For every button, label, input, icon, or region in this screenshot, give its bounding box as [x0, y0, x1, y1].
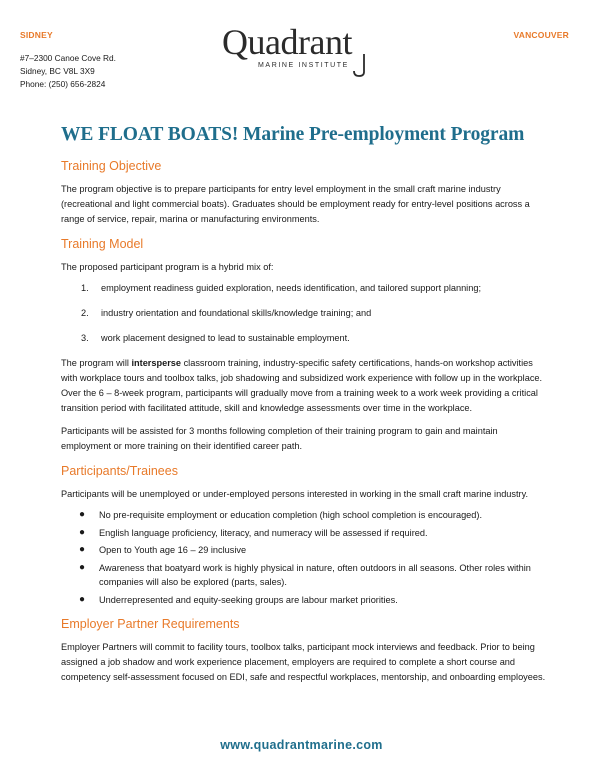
heading-participants: Participants/Trainees	[61, 464, 178, 478]
heading-employer-requirements: Employer Partner Requirements	[61, 617, 240, 631]
objective-text: The program objective is to prepare participants for entry level employment in the small craft marine industry (recreational and light commercial boats). Graduates should be employment ready for entry-level positions across a range of service, repair, marina or manufacturing environments.	[61, 184, 530, 224]
participants-intro: Participants will be unemployed or under-employed persons interested in working in the small craft marine industry.	[61, 489, 529, 499]
location-vancouver: VANCOUVER	[513, 30, 569, 40]
text-run: The program will	[61, 358, 132, 368]
list-text: Open to Youth age 16 – 29 inclusive	[99, 545, 247, 555]
quadrant-logo	[222, 22, 382, 74]
employer-text: Employer Partners will commit to facility tours, toolbox talks, participant mock interviews and feedback. Prior to being assigned a job shadow and work experience placement, employers are required to complete a short course and competency self-assessment focused on EDI, safe and respectful workplaces, mentorship, and onboarding employees.	[61, 642, 546, 682]
model-paragraph-2: Participants will be assisted for 3 months following completion of their training program to gain and maintain employment or more training on their identified career path.	[61, 426, 498, 451]
model-list	[81, 281, 547, 346]
list-item	[81, 281, 547, 296]
list-item	[81, 331, 547, 346]
list-text: employment readiness guided exploration, needs identification, and tailored support planning;	[101, 283, 481, 293]
location-sidney: SIDNEY	[20, 30, 53, 40]
list-item	[79, 543, 547, 558]
bullet-icon: ●	[79, 593, 86, 605]
bullet-icon: ●	[79, 544, 86, 555]
address-line: Sidney, BC V8L 3X9	[20, 66, 95, 76]
logo-wordmark: Quadrant	[222, 22, 352, 62]
bold-text: intersperse	[131, 358, 182, 368]
list-item	[79, 593, 547, 608]
list-item	[79, 508, 547, 523]
address-line: Phone: (250) 656-2824	[20, 79, 106, 89]
bullet-icon: ●	[79, 526, 86, 538]
bullet-icon: ●	[79, 509, 86, 520]
text-run: classroom training, industry-specific safety certifications, hands-on workshop activities with workplace tours and toolbox talks, job shadowing and subsidized work experience with follow up in the workplace. Over the 6 – 8-week program, participants will gradually move from a training week to a work week providing a critical transition period with facilitated attitude, skill and knowledge assessments over time in the workplace.	[61, 358, 543, 413]
model-paragraph-1	[61, 356, 547, 416]
list-item	[81, 306, 547, 321]
list-text: Awareness that boatyard work is highly physical in nature, often outdoors in all seasons. Other roles within companies will also be explored (parts, sales).	[99, 562, 531, 587]
bullet-icon: ●	[79, 561, 86, 573]
list-text: Underrepresented and equity-seeking groups are labour market priorities.	[99, 594, 398, 605]
participants-bullets	[79, 508, 547, 607]
list-number: 2.	[81, 308, 89, 318]
list-number: 1.	[81, 283, 89, 293]
list-text: English language proficiency, literacy, and numeracy will be assessed if required.	[99, 527, 428, 538]
list-text: industry orientation and foundational skills/knowledge training; and	[101, 308, 372, 318]
list-text: work placement designed to lead to sustainable employment.	[101, 333, 350, 343]
logo-tagline: MARINE INSTITUTE	[258, 62, 349, 69]
address-line: #7–2300 Canoe Cove Rd.	[20, 53, 116, 63]
list-item	[79, 526, 547, 541]
model-intro: The proposed participant program is a hybrid mix of:	[61, 262, 274, 272]
list-number: 3.	[81, 333, 89, 343]
list-item	[79, 561, 547, 590]
anchor-hook-icon	[351, 54, 371, 78]
page-title: WE FLOAT BOATS! Marine Pre-employment Program	[61, 124, 525, 145]
heading-training-objective: Training Objective	[61, 159, 162, 173]
list-text: No pre-requisite employment or education completion (high school completion is encouraged).	[99, 510, 483, 520]
document-body	[61, 124, 547, 693]
heading-training-model: Training Model	[61, 237, 144, 251]
footer-website-link[interactable]: www.quadrantmarine.com	[220, 738, 383, 752]
address-block	[20, 52, 116, 91]
